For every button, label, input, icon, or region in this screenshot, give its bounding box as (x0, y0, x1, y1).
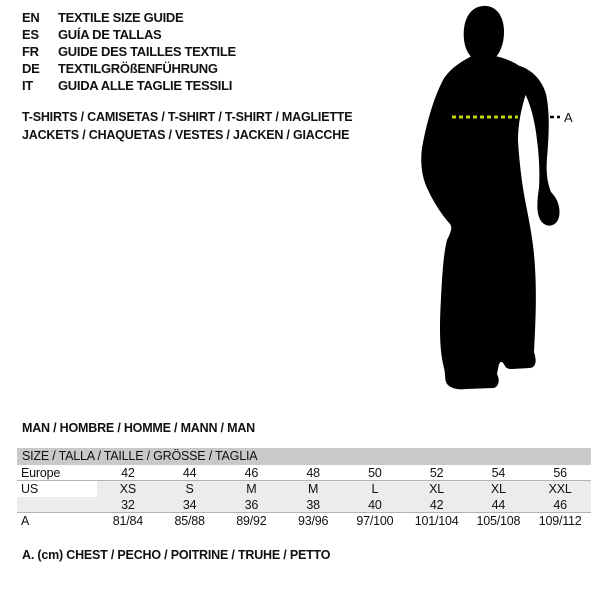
table-cell: 48 (306, 466, 320, 480)
guide-title: GUIDE DES TAILLES TEXTILE (58, 44, 236, 59)
row-label: A (21, 514, 30, 528)
row-label: Europe (21, 466, 61, 480)
table-row-numeric-us (17, 497, 591, 513)
table-cell: 46 (244, 466, 259, 480)
language-code: ES (22, 27, 39, 42)
garment-line-tshirts: T-SHIRTS / CAMISETAS / T-SHIRT / T-SHIRT / MAGLIETTE (22, 110, 353, 124)
table-cell: 54 (491, 466, 506, 480)
language-code: FR (22, 44, 39, 59)
table-cell: 50 (368, 466, 382, 480)
table-cell: 93/96 (297, 514, 329, 528)
section-title-man: MAN / HOMBRE / HOMME / MANN / MAN (22, 421, 255, 435)
garment-categories (22, 108, 352, 144)
table-cell: XXL (529, 481, 591, 497)
table-cell: 40 (368, 498, 382, 512)
table-cell: 42 (121, 466, 135, 480)
table-cell: 109/112 (538, 514, 582, 528)
table-cell: 56 (553, 466, 567, 480)
list-item (22, 77, 236, 94)
table-cell: L (344, 481, 406, 497)
garment-line-jackets: JACKETS / CHAQUETAS / VESTES / JACKEN / GIACCHE (22, 128, 350, 142)
table-row-chest-a (17, 513, 591, 529)
table-cell: 32 (121, 498, 135, 512)
table-cell: S (159, 481, 221, 497)
measurement-footnote: A. (cm) CHEST / PECHO / POITRINE / TRUHE / PETTO (22, 548, 331, 562)
size-table-header: SIZE / TALLA / TAILLE / GRÖSSE / TAGLIA (17, 448, 591, 465)
table-cell: 38 (306, 498, 320, 512)
language-guide-list (22, 9, 236, 94)
table-cell: 101/104 (414, 514, 459, 528)
list-item (22, 26, 236, 43)
table-cell: 42 (429, 498, 444, 512)
table-cell: 85/88 (174, 514, 205, 528)
measure-label-a: A (564, 110, 573, 125)
table-cell: 81/84 (112, 514, 144, 528)
guide-title: GUÍA DE TALLAS (58, 27, 162, 42)
table-cell: M (282, 481, 344, 497)
table-row-us (17, 481, 591, 497)
table-cell: 52 (429, 466, 444, 480)
table-cell: 44 (182, 466, 197, 480)
guide-title: TEXTILGRÖßENFÜHRUNG (58, 61, 218, 76)
man-silhouette-figure (400, 0, 600, 410)
list-item (22, 60, 236, 77)
table-cell: 34 (182, 498, 197, 512)
language-code: EN (22, 10, 40, 25)
table-cell: 36 (244, 498, 259, 512)
row-label (17, 497, 97, 513)
silhouette-body (421, 56, 536, 389)
table-cell: XS (97, 481, 159, 497)
language-code: DE (22, 61, 40, 76)
table-cell: 89/92 (236, 514, 267, 528)
language-code: IT (22, 78, 33, 93)
table-cell: XL (406, 481, 468, 497)
table-cell: 105/108 (476, 514, 521, 528)
row-label: US (21, 482, 38, 496)
table-cell: 97/100 (356, 514, 394, 528)
table-row-europe (17, 465, 591, 481)
table-cell: M (221, 481, 283, 497)
silhouette-head (464, 6, 504, 63)
table-cell: XL (468, 481, 530, 497)
table-cell: 44 (491, 498, 506, 512)
table-cell: 46 (553, 498, 567, 512)
guide-title: TEXTILE SIZE GUIDE (58, 10, 184, 25)
guide-title: GUIDA ALLE TAGLIE TESSILI (58, 78, 233, 93)
list-item (22, 43, 236, 60)
size-table (17, 448, 591, 529)
list-item (22, 9, 236, 26)
